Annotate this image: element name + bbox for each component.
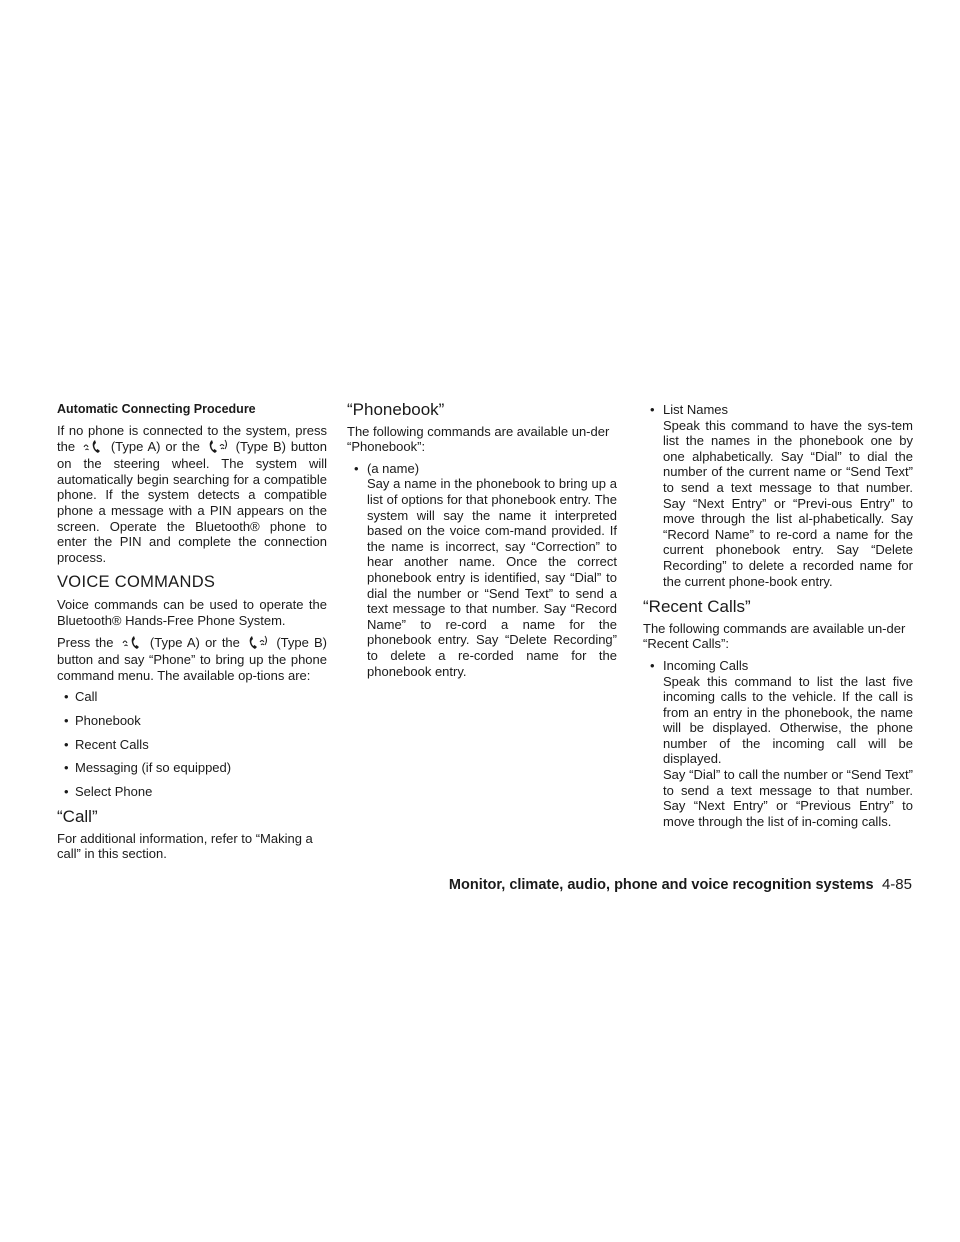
paragraph-press-button: Press the (Type A) or the (Type B) button and say “Phone” to bring up the phone command menu. The available op-tions are:: [57, 635, 328, 683]
heading-call: “Call”: [57, 807, 98, 827]
footer-section-title: Monitor, climate, audio, phone and voice recognition systems: [448, 877, 874, 893]
phone-voice-type-b-icon: [207, 438, 229, 456]
list-item: • Messaging (if so equipped): [64, 760, 232, 776]
list-item: • Incoming Calls Speak this command to list the last five incoming calls to the vehicle. If the call is from an entry in the phonebook, the name will be displayed. Otherwise, the phone number of the incoming call will be displayed. Say “Dial” to call the number or “Send Text” to send a text message to that number. Say “Next Entry” or “Previous Entry” to move through the list of in-coming calls.: [650, 657, 913, 829]
phone-voice-type-a-icon: [121, 634, 143, 652]
paragraph-phonebook-intro: The following commands are available un-der “Phonebook”:: [347, 423, 610, 455]
page-footer: [430, 876, 912, 894]
command-term: (a name): [367, 460, 420, 476]
command-term: List Names: [663, 402, 729, 417]
list-item: • Select Phone: [64, 783, 153, 799]
subhead-automatic-connecting: Automatic Connecting Procedure: [57, 402, 256, 416]
command-description: Say a name in the phonebook to bring up a list of options for that phonebook entry. The system will say the name it interpreted based on the voice com-mand provided. If the name is incorrect, say “Correction” to hear another name. Once the correct phonebook entry is identified, say “Dial” to dial the number or “Send Text” to send a text message to that number. Say “Record Name” to re-cord a name for the phonebook entry. Say “Delete Recording” to delete a re-corded name for the phonebook entry.: [367, 476, 617, 679]
list-item: • (a name) Say a name in the phonebook to bring up a list of options for that phonebook entry. The system will say the name it interpreted based on the voice com-mand provided. If the name is incorrect, say “Correction” to hear another name. Once the correct phonebook entry is identified, say “Dial” to dial the number or “Send Text” to send a text message to that number. Say “Record Name” to re-cord a name for the phonebook entry. Say “Delete Recording” to delete a re-corded name for the phonebook entry.: [354, 460, 617, 679]
page-number: 4-85: [881, 876, 912, 893]
column-right: [643, 402, 913, 835]
command-term: Incoming Calls: [663, 657, 749, 673]
list-item: • List Names Speak this command to have the sys-tem list the names in the phonebook one by one alphabetically. Say “Dial” to dial the number of the current name or “Send Text” to send a text message to that number. Say “Next Entry” or “Previ-ous Entry” to move through the list al-phabetically. Say “Record Name” to re-cord a name for the current phonebook entry. Say “Delete Recording” to delete a recorded name for the current phone-book entry.: [650, 402, 913, 589]
paragraph-call: For additional information, refer to “Making a call” in this section.: [57, 830, 313, 862]
command-description: Speak this command to have the sys-tem list the names in the phonebook one by one alphabetically. Say “Dial” to dial the number of the current name or “Send Text” to send a text message to that number. Say “Next Entry” or “Previ-ous Entry” to move through the list al-phabetically. Say “Record Name” to re-cord a name for the current phonebook entry. Say “Delete Recording” to delete a recorded name for the current phone-book entry.: [663, 417, 913, 589]
heading-voice-commands: VOICE COMMANDS: [57, 573, 216, 592]
column-middle: [347, 402, 617, 685]
command-description-continued: Say “Dial” to call the number or “Send Text” to send a text message to that number. Say “Next Entry” or “Previous Entry” to move through the list of in-coming calls.: [663, 767, 913, 829]
phonebook-commands-list: [347, 461, 617, 679]
phone-voice-type-b-icon: [247, 634, 269, 652]
voice-options-list: [57, 689, 327, 799]
list-item: • Recent Calls: [64, 736, 149, 752]
list-item: • Call: [64, 689, 98, 705]
heading-phonebook: “Phonebook”: [347, 400, 445, 419]
heading-recent-calls: “Recent Calls”: [643, 597, 751, 617]
paragraph-voice-intro: Voice commands can be used to operate the Bluetooth® Hands-Free Phone System.: [57, 596, 327, 628]
paragraph-connect: If no phone is connected to the system, press the (Type A) or the (Type B) button on the steering wheel. The system will automatically begin searching for a compatible phone. If the system detects a compatible phone a message with a PIN appears on the screen. Operate the Bluetooth® phone to enter the PIN and complete the connection process.: [57, 422, 327, 565]
paragraph-recent-calls-intro: The following commands are available un-der “Recent Calls”:: [643, 620, 906, 652]
list-item: • Phonebook: [64, 712, 141, 728]
phone-voice-type-a-icon: [82, 438, 104, 456]
phonebook-commands-list-continued: [643, 402, 913, 589]
column-left: [57, 402, 327, 868]
recent-calls-commands-list: [643, 658, 913, 830]
command-description: Speak this command to list the last five incoming calls to the vehicle. If the call is from an entry in the phonebook, the name will be displayed. Otherwise, the phone number of the incoming call will be displayed.: [663, 673, 913, 767]
